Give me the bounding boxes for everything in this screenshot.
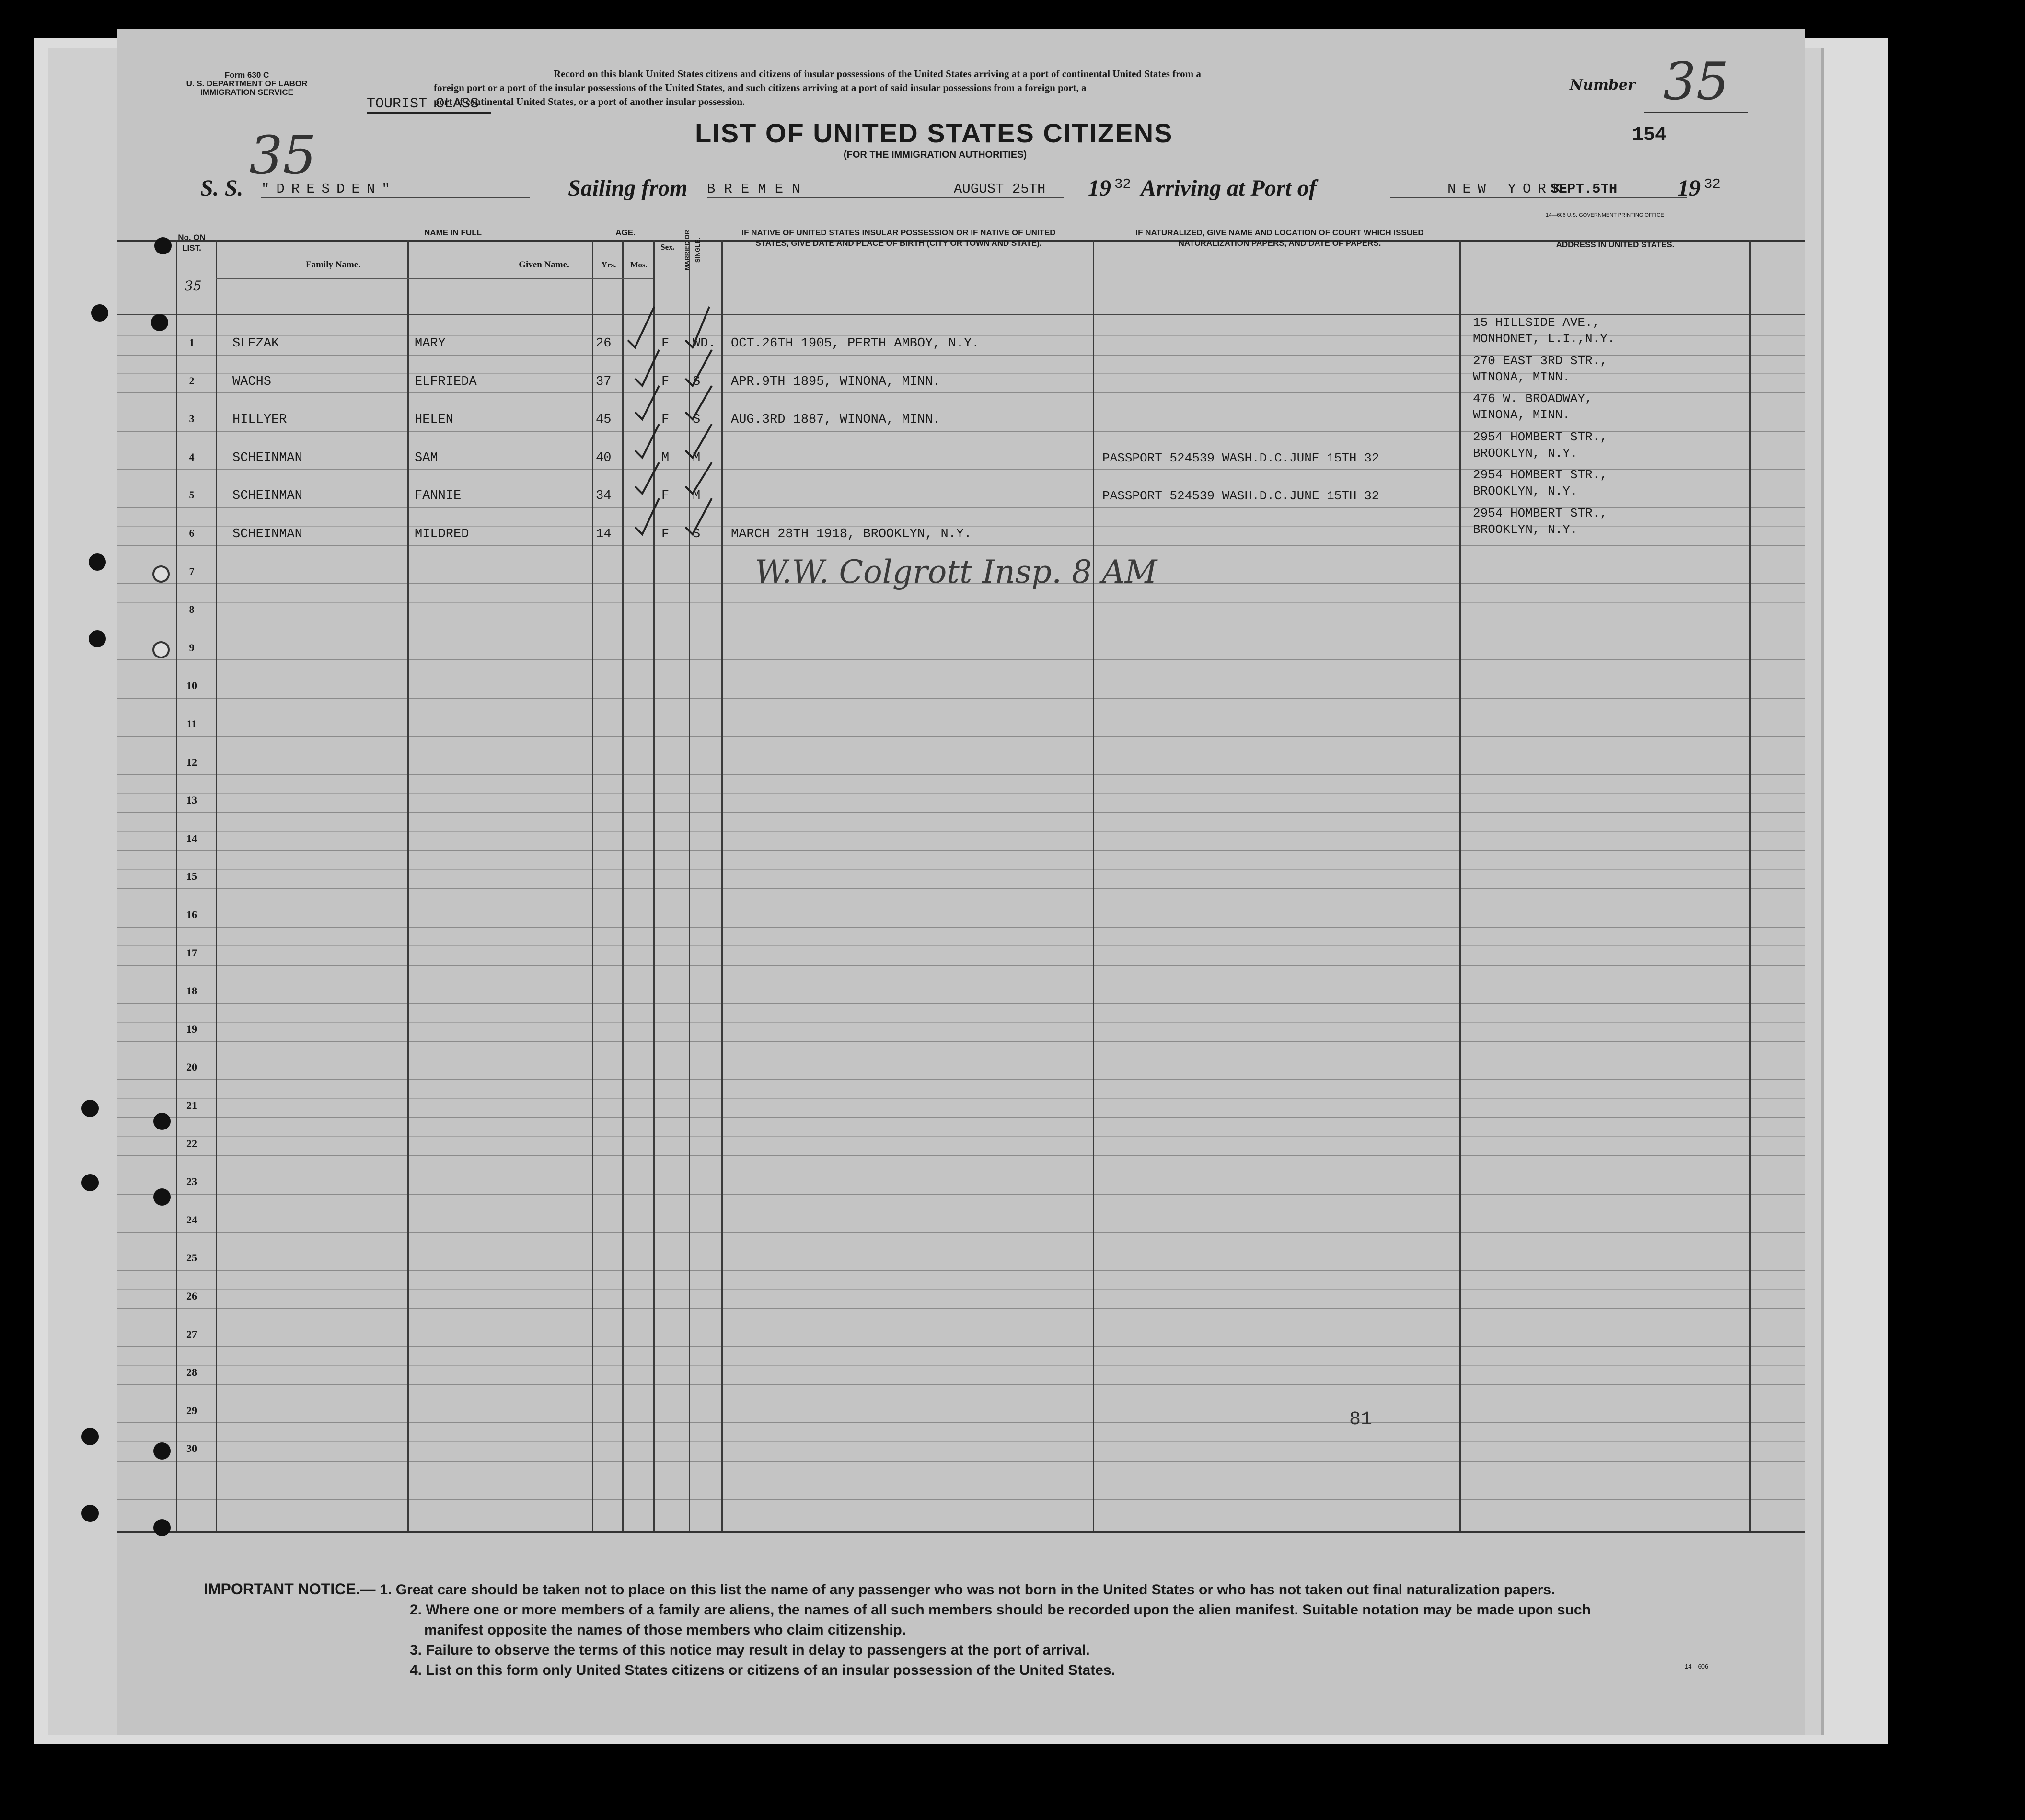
grid-half-rule [117,1136,1805,1137]
sex: F [661,375,670,389]
year-prefix-departure: 19 [1088,175,1111,201]
address-line-1: 476 W. BROADWAY, [1473,392,1593,406]
grid-row-rule [117,736,1805,737]
family-name: HILLYER [232,413,287,427]
given-name: MARY [415,336,446,351]
punch-hole [152,641,170,658]
page-title: LIST OF UNITED STATES CITIZENS [695,118,1173,148]
marital-status: WD. [693,336,716,351]
ss-label: S. S. [200,175,243,201]
row-number: 23 [186,1175,197,1187]
naturalization: PASSPORT 524539 WASH.D.C.JUNE 15TH 32 [1102,489,1379,503]
row-number: 13 [186,794,197,806]
row-number: 7 [189,565,195,577]
notice-item-2: 2. Where one or more members of a family are aliens, the names of all such members should be recorded upon the alien manifest. Suitable notation may be made upon such [410,1602,1591,1618]
family-name: SLEZAK [232,336,279,351]
tourist-class-stamp: TOURIST CLASS [367,96,491,114]
place-of-birth: MARCH 28TH 1918, BROOKLYN, N.Y. [731,527,972,541]
header-address: ADDRESS IN UNITED STATES. [1556,240,1675,249]
grid-row-rule [117,1041,1805,1042]
marital-status: S [693,413,701,427]
age-years: 14 [596,527,612,541]
place-of-birth: APR.9TH 1895, WINONA, MINN. [731,375,941,389]
grid-row-rule [117,1461,1805,1462]
age-years: 40 [596,451,612,465]
grid-row-rule [117,1155,1805,1156]
sex: M [661,451,670,465]
punch-hole [153,1442,171,1460]
departure-year: 32 [1114,176,1131,192]
printer-mark: 14—606 U.S. GOVERNMENT PRINTING OFFICE [1546,212,1664,218]
grid-half-rule [117,1098,1805,1099]
row-number: 5 [189,489,195,501]
manifest-page [117,29,1805,1735]
given-name: MILDRED [415,527,469,541]
family-name: SCHEINMAN [232,527,302,541]
place-of-birth: AUG.3RD 1887, WINONA, MINN. [731,413,941,427]
grid-half-rule [117,793,1805,794]
row-number: 17 [186,947,197,959]
row-number: 24 [186,1214,197,1226]
number-value: 35 [1644,52,1748,113]
row-number: 15 [186,870,197,882]
punch-hole [81,1100,99,1117]
address-line-2: BROOKLYN, N.Y. [1473,484,1578,498]
grid-row-rule [117,1384,1805,1385]
grid-half-rule [117,1441,1805,1442]
marital-status: S [693,375,701,389]
grid-row-rule [117,965,1805,966]
page-subtitle: (FOR THE IMMIGRATION AUTHORITIES) [844,150,1027,160]
notice-item-2b: manifest opposite the names of those members who claim citizenship. [424,1622,906,1638]
grid-row-rule [117,1499,1805,1500]
sex: F [661,527,670,541]
arrival-date: SEPT.5TH [1551,181,1618,197]
row-number: 4 [189,451,195,463]
punch-hole [153,1519,171,1536]
grid-row-rule [117,659,1805,660]
punch-hole [81,1428,99,1445]
check-marks [117,29,1805,604]
punch-hole [153,1188,171,1206]
record-instructions: Record on this blank United States citizens and citizens of insular possessions of the United States arriving at a port of continental United States from a foreign port or a port of the insular possessions of the United States, and such citizens arriving at a port of said insular possessions from a foreign port, a port of continental United States, or a port of another insular possession. [434,68,1201,107]
header-no-on-list: No. ON LIST. [178,233,206,253]
punch-hole [154,237,172,254]
row-number: 30 [186,1442,197,1454]
row-number: 9 [189,642,195,654]
grid-half-rule [117,869,1805,870]
row-number: 26 [186,1290,197,1302]
port-of-departure: BREMEN [707,181,1042,198]
grid-row-rule [117,1117,1805,1118]
sex: F [661,413,670,427]
given-name: SAM [415,451,438,465]
arrival-year: 32 [1704,176,1721,192]
row-number: 12 [186,756,197,768]
grid-half-rule [117,1365,1805,1366]
punch-hole [151,314,168,331]
punch-hole [152,565,170,583]
grid-half-rule [117,1289,1805,1290]
notice-item-4: 4. List on this form only United States citizens or citizens of an insular possession of the United States. [410,1662,1115,1678]
departure-date: AUGUST 25TH [954,181,1064,198]
row-number: 2 [189,375,195,387]
form-identifier: Form 630 C U. S. DEPARTMENT OF LABOR IMMIGRATION SERVICE [186,70,308,97]
notice-item-3: 3. Failure to observe the terms of this notice may result in delay to passengers at the port of arrival. [410,1642,1090,1658]
address-line-1: 2954 HOMBERT STR., [1473,468,1608,482]
row-number: 11 [186,718,197,730]
row-number: 16 [186,909,197,921]
row-number: 21 [186,1099,197,1111]
grid-bottom-rule [117,1531,1805,1533]
important-notice [204,1579,1785,1681]
grid-row-rule [117,774,1805,775]
header-age: AGE. [615,228,636,237]
year-prefix-arrival: 19 [1678,175,1701,201]
grid-row-rule [117,1079,1805,1080]
grid-row-rule [117,927,1805,928]
sailing-from-label: Sailing from [568,175,688,201]
grid-half-rule [117,831,1805,832]
row-number: 1 [189,336,195,348]
punch-hole [153,1113,171,1130]
header-married-or-single: MARRIED OR SINGLE. [683,230,701,270]
grid-row-rule [117,1232,1805,1233]
ship-name: "DRESDEN" [261,181,530,198]
footer-code: 14—606 [1685,1663,1709,1670]
punch-hole [81,1174,99,1191]
port-of-arrival: NEW YORK [1390,181,1687,198]
age-years: 45 [596,413,612,427]
punch-hole [91,304,108,322]
address-line-1: 270 EAST 3RD STR., [1473,354,1608,368]
family-name: SCHEINMAN [232,489,302,503]
row-number: 8 [189,603,195,615]
grid-row-rule [117,1422,1805,1423]
address-line-1: 2954 HOMBERT STR., [1473,430,1608,444]
grid-row-rule [117,1194,1805,1195]
age-years: 37 [596,375,612,389]
row-number: 18 [186,985,197,997]
grid-row-rule [117,1003,1805,1004]
given-name: HELEN [415,413,454,427]
row-number: 22 [186,1138,197,1150]
grid-half-rule [117,945,1805,946]
address-line-2: BROOKLYN, N.Y. [1473,446,1578,461]
address-line-1: 2954 HOMBERT STR., [1473,506,1608,520]
header-naturalization: IF NATURALIZED, GIVE NAME AND LOCATION OF COURT WHICH ISSUED NATURALIZATION PAPERS, AND DATE OF PAPERS. [1135,228,1424,248]
notice-item-1: 1. Great care should be taken not to place on this list the name of any passenger who was not born in the United States or who has not taken out final naturalization papers. [380,1582,1555,1598]
given-name: FANNIE [415,489,462,503]
given-name: ELFRIEDA [415,375,477,389]
marital-status: S [693,527,701,541]
marital-status: M [693,489,701,503]
list-number-note: 35 [185,278,202,294]
address-line-1: 15 HILLSIDE AVE., [1473,315,1600,330]
header-sex: Sex. [660,242,675,252]
marital-status: M [693,451,701,465]
page-number: 154 [1632,125,1667,146]
header-family-name: Family Name. [306,260,360,270]
punch-hole [81,1505,99,1522]
family-name: SCHEINMAN [232,451,302,465]
header-name-in-full: NAME IN FULL [424,228,482,237]
grid-row-rule [117,1346,1805,1347]
header-yrs: Yrs. [601,260,616,269]
inspector-signature: W.W. Colgrott Insp. 8 AM [755,553,1157,590]
sex: F [661,336,670,351]
grid-row-rule [117,888,1805,889]
row-number: 20 [186,1061,197,1073]
header-mos: Mos. [630,260,648,269]
naturalization: PASSPORT 524539 WASH.D.C.JUNE 15TH 32 [1102,451,1379,465]
row-number: 14 [186,832,197,844]
family-name: WACHS [232,375,272,389]
row-number: 28 [186,1366,197,1378]
address-line-2: MONHONET, L.I.,N.Y. [1473,332,1615,346]
handwritten-list-number: 35 [249,125,316,186]
row-number: 25 [186,1252,197,1264]
row-number: 27 [186,1328,197,1340]
grid-half-rule [117,1022,1805,1023]
sex: F [661,489,670,503]
punch-hole [89,630,106,647]
header-given-name: Given Name. [519,260,569,270]
row-number: 10 [186,680,197,691]
grid-row-rule [117,1270,1805,1271]
age-years: 26 [596,336,612,351]
age-years: 34 [596,489,612,503]
notice-label: IMPORTANT NOTICE.— [204,1580,376,1598]
grid-row-rule [117,698,1805,699]
row-number: 19 [186,1023,197,1035]
grid-row-rule [117,812,1805,813]
row-number: 29 [186,1405,197,1417]
grid-row-rule [117,850,1805,851]
number-label: Number [1570,77,1635,93]
arriving-label: Arriving at Port of [1141,175,1317,201]
header-place-of-birth: IF NATIVE OF UNITED STATES INSULAR POSSESSION OR IF NATIVE OF UNITED STATES, GIVE DATE AND PLACE OF BIRTH (CITY OR TOWN AND STATE). [741,228,1056,248]
row-number: 6 [189,527,195,539]
grid-row-rule [117,1308,1805,1309]
address-line-2: WINONA, MINN. [1473,408,1570,422]
address-line-2: WINONA, MINN. [1473,370,1570,384]
address-line-2: BROOKLYN, N.Y. [1473,522,1578,537]
punch-hole [89,553,106,571]
tally-mark: 81 [1349,1409,1373,1430]
place-of-birth: OCT.26TH 1905, PERTH AMBOY, N.Y. [731,336,980,351]
row-number: 3 [189,413,195,425]
